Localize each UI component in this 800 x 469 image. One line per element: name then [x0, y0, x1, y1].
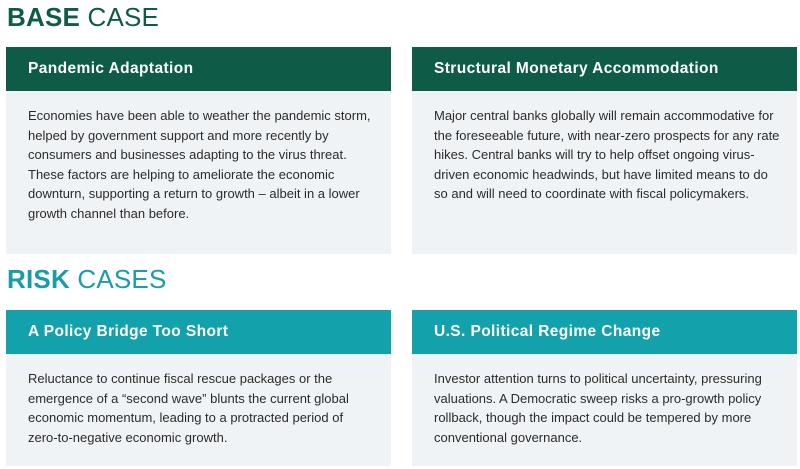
card-header: U.S. Political Regime Change	[412, 310, 797, 354]
card-header: Structural Monetary Accommodation	[412, 47, 797, 91]
base-case-heading-light: CASE	[80, 2, 160, 32]
card-pandemic-adaptation	[6, 47, 391, 254]
card-body: Reluctance to continue fiscal rescue packages or the emergence of a “second wave” blunts the current global economic momentum, leading to a protracted period of zero-to-negative economic growth.	[28, 371, 349, 445]
card-header: Pandemic Adaptation	[6, 47, 391, 91]
risk-cases-heading-light: CASES	[69, 264, 167, 294]
base-case-heading-bold: BASE	[7, 2, 81, 32]
card-us-political-regime-change	[412, 310, 797, 466]
risk-cases-heading-bold: RISK	[7, 264, 70, 294]
base-case-heading	[7, 2, 159, 32]
card-body: Investor attention turns to political uncertainty, pressuring valuations. A Democratic sweep risks a pro-growth policy rollback, though the impact could be tempered by more conventional governance.	[434, 371, 762, 445]
card-header: A Policy Bridge Too Short	[6, 310, 391, 354]
card-structural-monetary-accommodation	[412, 47, 797, 254]
card-policy-bridge-too-short	[6, 310, 391, 466]
risk-cases-heading	[7, 264, 167, 294]
card-body: Major central banks globally will remain accommodative for the foreseeable future, with near-zero prospects for any rate hikes. Central banks will try to help offset ongoing virus-driven economic headwinds, but have limited means to do so and will need to coordinate with fiscal policymakers.	[434, 108, 780, 201]
card-body: Economies have been able to weather the pandemic storm, helped by government support and more recently by consumers and businesses adapting to the virus threat. These factors are helping to ameliorate the economic downturn, supporting a return to growth – albeit in a lower growth channel than before.	[28, 108, 371, 221]
